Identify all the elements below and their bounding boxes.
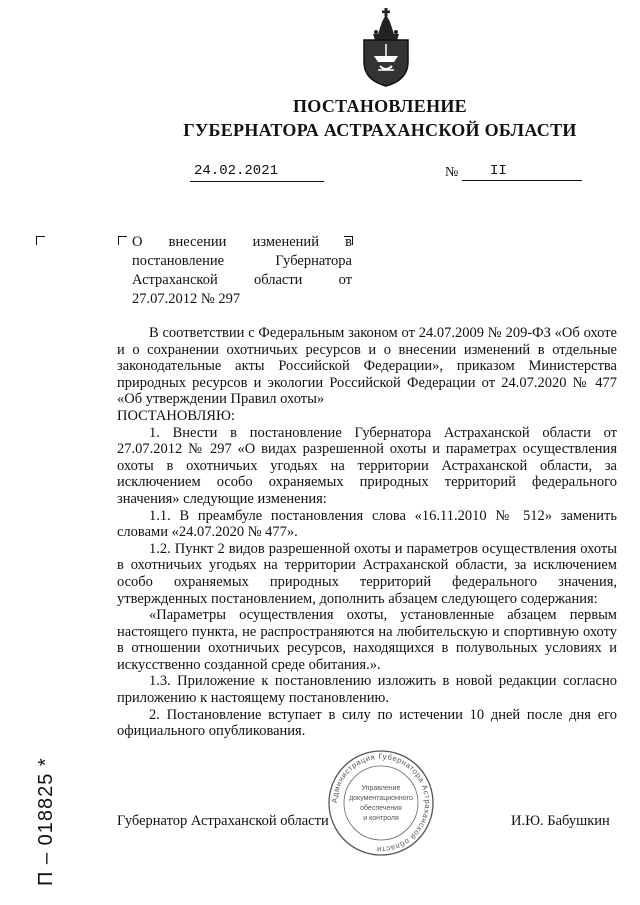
stamp-center-line: и контроля (363, 815, 399, 822)
corner-mark (36, 236, 45, 245)
corner-mark (118, 236, 127, 245)
document-issuer: ГУБЕРНАТОРА АСТРАХАНСКОЙ ОБЛАСТИ (183, 120, 577, 140)
serial-number-text: П – 018825 * (35, 757, 57, 886)
document-title: ПОСТАНОВЛЕНИЕ (293, 96, 467, 116)
decree-heading: ПОСТАНОВЛЯЮ: (117, 407, 235, 424)
number-sign: № (445, 165, 459, 180)
signature-label: Губернатор Астраханской области (117, 813, 329, 829)
document-subject: О внесении изменений в постановление Губернатора Астраханской области от 27.07.2012 № 297 (132, 234, 352, 307)
stamp-center-line: Управление (361, 785, 401, 792)
stamp-center-line: документационного (349, 795, 413, 802)
document-date: 24.02.2021 (190, 163, 324, 182)
preamble-paragraph: В соответствии с Федеральным законом от 24.07.2009 № 209-ФЗ «Об охоте и о сохранении охотничьих ресурсов и о внесении изменений в отдельные законодательные акты Российской Федерации», приказом Министерства природных ресурсов и экологии Российской Федерации от 24.07.2020 № 477 «Об утверждении Правил охоты» (117, 325, 617, 408)
paragraph-2: 2. Постановление вступает в силу по истечении 10 дней после дня его официального опубликования. (117, 706, 617, 740)
document-body (117, 325, 617, 740)
signatory-name: И.Ю. Бабушкин (511, 813, 610, 829)
svg-text:Администрация Губернатора Астр (330, 752, 432, 854)
stamp-ring-text: Администрация Губернатора Астраханской области (329, 751, 433, 855)
document-number: II (462, 163, 582, 181)
paragraph-1-1: 1.1. В преамбуле постановления слова «16.11.2010 № 512» заменить словами «24.07.2020 № 477». (117, 507, 617, 541)
serial-number (22, 690, 62, 890)
paragraph-1: 1. Внести в постановление Губернатора Астраханской области от 27.07.2012 № 297 «О видах разрешенной охоты и параметрах осуществления охоты в охотничьих угодьях на территории Астраханской области, за исключением особо охраняемых природных территорий федерального значения» следующие изменения: (117, 424, 617, 507)
paragraph-1-2: 1.2. Пункт 2 видов разрешенной охоты и параметров осуществления охоты в охотничьих угодьях на территории Астраханской области, за исключением особо охраняемых природных территорий федерального значения, утвержденных постановлением, дополнить абзацем следующего содержания: (117, 540, 617, 607)
stamp-center-line: обеспечения (360, 805, 402, 812)
paragraph-1-3: 1.3. Приложение к постановлению изложить в новой редакции согласно приложению к настоящему постановлению. (117, 673, 617, 707)
official-stamp (326, 748, 436, 858)
paragraph-1-2-quote: «Параметры осуществления охоты, установленные абзацем первым настоящего пункта, не распространяются на любительскую и спортивную охоту в отношении охотничьих ресурсов, находящихся в полувольных условиях и искусственно созданной среде обитания.». (117, 607, 617, 673)
astrakhan-coat-of-arms-icon (360, 8, 412, 88)
